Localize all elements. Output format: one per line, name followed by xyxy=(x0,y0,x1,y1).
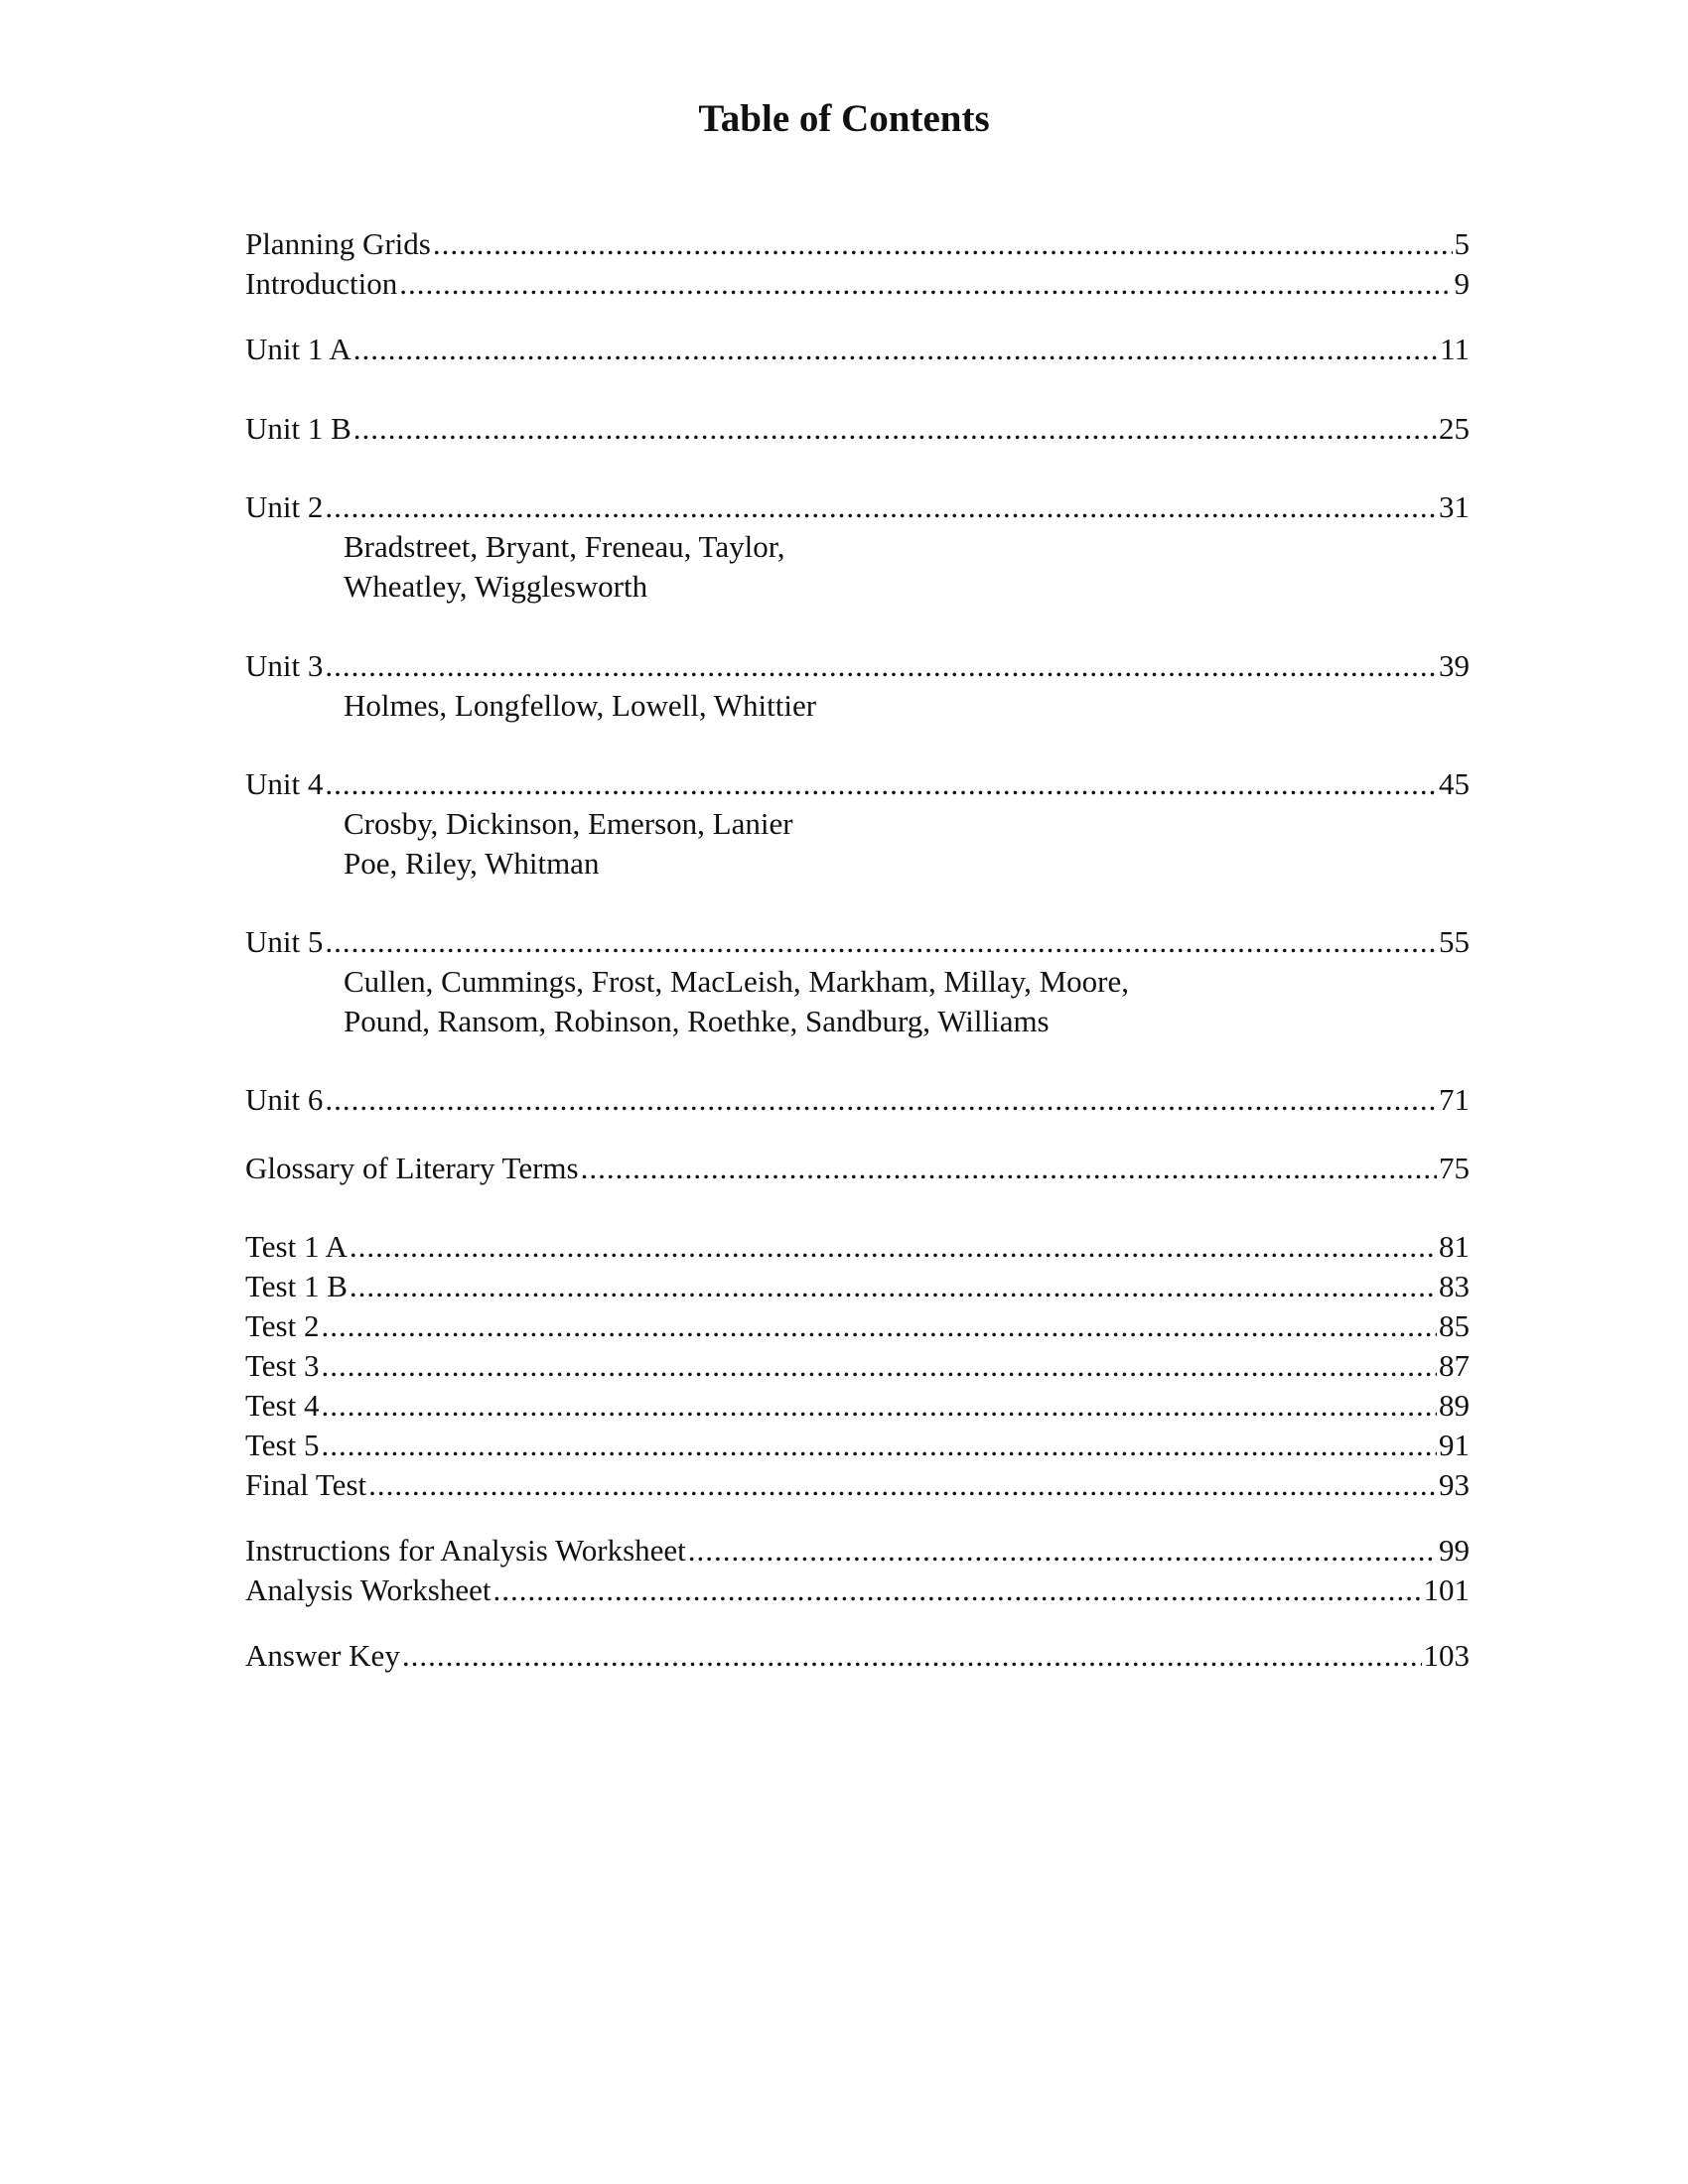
toc-entry-glossary xyxy=(245,1149,1470,1188)
toc-entry-label: Test 1 A xyxy=(245,1229,348,1264)
toc-entry-test-3 xyxy=(245,1346,1470,1386)
toc-entry-page: 93 xyxy=(1439,1467,1470,1502)
toc-entry-label: Unit 2 xyxy=(245,489,324,524)
page-title: Table of Contents xyxy=(698,97,990,140)
toc-entry-test-5 xyxy=(245,1426,1470,1465)
toc-entry-page: 39 xyxy=(1439,648,1470,683)
toc-entry-final-test xyxy=(245,1465,1470,1505)
toc-entry-label: Glossary of Literary Terms xyxy=(245,1151,579,1185)
toc-entry-label: Test 3 xyxy=(245,1348,320,1383)
toc-entry-page: 101 xyxy=(1423,1572,1470,1607)
toc-entry-unit-2 xyxy=(245,487,1470,527)
toc-entry-label: Unit 1 A xyxy=(245,332,352,366)
toc-entry-test-1a xyxy=(245,1227,1470,1267)
toc-entry-instructions-analysis-worksheet xyxy=(245,1531,1470,1570)
toc-entry-label: Instructions for Analysis Worksheet xyxy=(245,1533,686,1568)
toc-entry-page: 87 xyxy=(1439,1348,1470,1383)
dot-leader xyxy=(325,487,1437,527)
dot-leader xyxy=(321,1386,1437,1426)
unit-5-authors-line-2: Pound, Ransom, Robinson, Roethke, Sandburg, Williams xyxy=(344,1004,1050,1038)
toc-entry-label: Introduction xyxy=(245,266,398,301)
unit-4-authors-line-1: Crosby, Dickinson, Emerson, Lanier xyxy=(344,806,793,841)
dot-leader xyxy=(350,1267,1437,1306)
toc-entry-unit-5 xyxy=(245,922,1470,962)
toc-entry-planning-grids xyxy=(245,224,1470,264)
toc-entry-page: 31 xyxy=(1439,489,1470,524)
toc-entry-unit-4 xyxy=(245,764,1470,804)
dot-leader xyxy=(581,1149,1437,1188)
unit-3-authors-line-1: Holmes, Longfellow, Lowell, Whittier xyxy=(344,688,817,723)
toc-entry-unit-1a xyxy=(245,330,1470,369)
toc-entry-label: Answer Key xyxy=(245,1638,400,1673)
toc-entry-introduction xyxy=(245,264,1470,304)
toc-entry-label: Unit 4 xyxy=(245,766,324,801)
toc-entry-label: Test 4 xyxy=(245,1388,320,1423)
toc-entry-answer-key xyxy=(245,1636,1470,1676)
toc-entry-page: 25 xyxy=(1439,411,1470,446)
toc-entry-page: 11 xyxy=(1440,332,1470,366)
unit-2-authors-line-2: Wheatley, Wigglesworth xyxy=(344,569,648,604)
dot-leader xyxy=(321,1346,1437,1386)
dot-leader xyxy=(321,1426,1437,1465)
toc-entry-label: Unit 6 xyxy=(245,1082,324,1117)
toc-entry-page: 99 xyxy=(1439,1533,1470,1568)
toc-entry-label: Unit 1 B xyxy=(245,411,352,446)
unit-4-authors-line-2: Poe, Riley, Whitman xyxy=(344,846,600,881)
toc-entry-label: Unit 5 xyxy=(245,924,324,959)
toc-entry-test-4 xyxy=(245,1386,1470,1426)
toc-entry-page: 81 xyxy=(1439,1229,1470,1264)
dot-leader xyxy=(325,646,1437,686)
toc-entry-page: 5 xyxy=(1454,226,1470,261)
toc-entry-unit-1b xyxy=(245,409,1470,449)
dot-leader xyxy=(399,264,1452,304)
toc-entry-page: 9 xyxy=(1454,266,1470,301)
toc-entry-page: 103 xyxy=(1423,1638,1470,1673)
toc-entry-page: 83 xyxy=(1439,1269,1470,1303)
toc-entry-test-1b xyxy=(245,1267,1470,1306)
toc-entry-page: 45 xyxy=(1439,766,1470,801)
toc-entry-label: Unit 3 xyxy=(245,648,324,683)
toc-entry-label: Planning Grids xyxy=(245,226,431,261)
dot-leader xyxy=(321,1306,1437,1346)
dot-leader xyxy=(402,1636,1422,1676)
toc-entry-analysis-worksheet xyxy=(245,1570,1470,1610)
dot-leader xyxy=(325,922,1437,962)
dot-leader xyxy=(325,764,1437,804)
toc-entry-unit-6 xyxy=(245,1080,1470,1120)
dot-leader xyxy=(433,224,1453,264)
toc-entry-label: Final Test xyxy=(245,1467,367,1502)
dot-leader xyxy=(368,1465,1437,1505)
toc-entry-page: 75 xyxy=(1439,1151,1470,1185)
toc-entry-page: 85 xyxy=(1439,1308,1470,1343)
toc-entry-unit-3 xyxy=(245,646,1470,686)
toc-entry-label: Test 1 B xyxy=(245,1269,348,1303)
toc-entry-label: Test 5 xyxy=(245,1428,320,1462)
toc-entry-page: 55 xyxy=(1439,924,1470,959)
toc-entry-page: 89 xyxy=(1439,1388,1470,1423)
toc-entry-test-2 xyxy=(245,1306,1470,1346)
dot-leader xyxy=(350,1227,1437,1267)
unit-5-authors-line-1: Cullen, Cummings, Frost, MacLeish, Markham, Millay, Moore, xyxy=(344,964,1129,999)
dot-leader xyxy=(353,409,1437,449)
toc-entry-label: Test 2 xyxy=(245,1308,320,1343)
unit-2-authors-line-1: Bradstreet, Bryant, Freneau, Taylor, xyxy=(344,529,785,564)
dot-leader xyxy=(353,330,1438,369)
dot-leader xyxy=(688,1531,1437,1570)
toc-entry-page: 91 xyxy=(1439,1428,1470,1462)
toc-entry-page: 71 xyxy=(1439,1082,1470,1117)
dot-leader xyxy=(493,1570,1422,1610)
toc-entry-label: Analysis Worksheet xyxy=(245,1572,492,1607)
dot-leader xyxy=(325,1080,1437,1120)
